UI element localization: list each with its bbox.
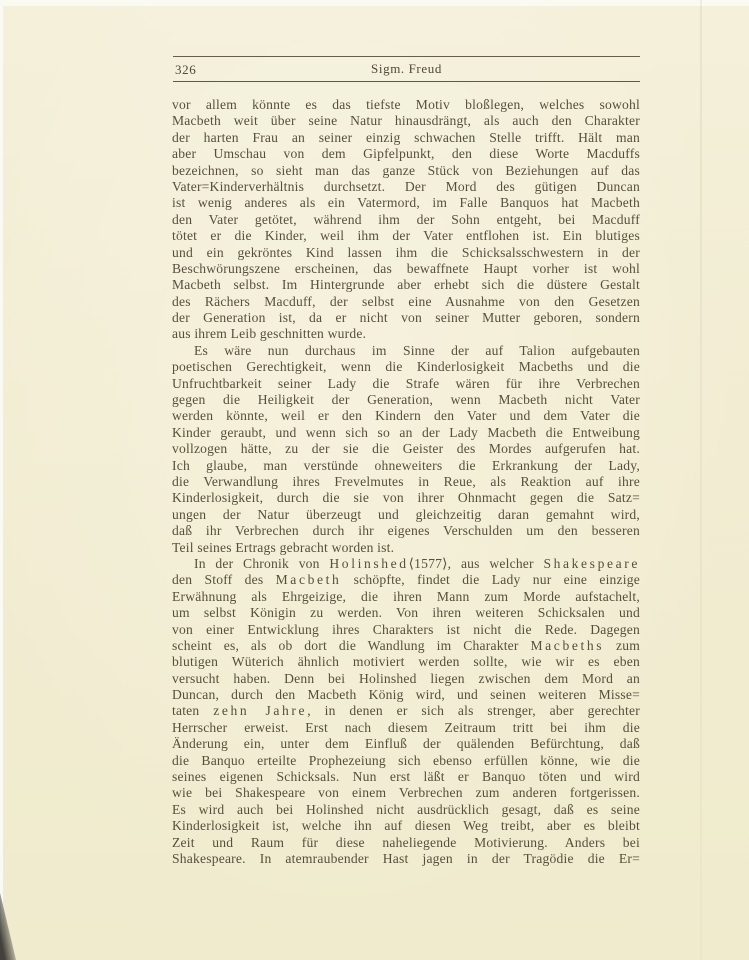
text-line: die Verwandlung ihres Frevelmutes in Reue, als Reaktion auf ihre bbox=[172, 473, 640, 489]
running-header bbox=[173, 56, 640, 82]
text-line: Macbeth selbst. Im Hintergrunde aber erhebt sich die düstere Gestalt bbox=[172, 277, 640, 293]
text-line: Kinderlosigkeit, durch die sie von ihrer Ohnmacht gegen die Satz= bbox=[172, 490, 640, 506]
paragraph bbox=[172, 97, 640, 343]
scan-edge-top bbox=[0, 0, 749, 6]
text-line: tötet er die Kinder, weil ihm der Vater entflohen ist. Ein blutiges bbox=[172, 228, 640, 244]
text-line: taten zehn Jahre, in denen er sich als strenger, aber gerechter bbox=[172, 703, 640, 719]
text-line: Ich glaube, man verstünde ohneweiters die Erkrankung der Lady, bbox=[172, 457, 640, 473]
text-line: Erwähnung als Ehrgeizige, die ihren Mann zum Morde aufstachelt, bbox=[172, 588, 640, 604]
text-line: scheint es, als ob dort die Wandlung im Charakter Macbeths zum bbox=[172, 637, 640, 653]
text-line: und ein gekröntes Kind lassen ihm die Schicksalsschwestern in der bbox=[172, 244, 640, 260]
text-line: Herrscher erweist. Erst nach diesem Zeitraum tritt bei ihm die bbox=[172, 719, 640, 735]
text-line: aber Umschau von dem Gipfelpunkt, den diese Worte Macduffs bbox=[172, 146, 640, 162]
text-line: Kinder geraubt, und wenn sich so an der Lady Macbeth die Entweibung bbox=[172, 424, 640, 440]
page-number: 326 bbox=[175, 62, 197, 77]
text-line: Teil seines Ertrags gebracht worden ist. bbox=[172, 539, 395, 555]
text-line: ist wenig anderes als ein Vatermord, im Falle Banquos hat Macbeth bbox=[172, 195, 640, 211]
letterspaced-text: Holinshed bbox=[329, 555, 409, 571]
text-line: um selbst Königin zu werden. Von ihren weiteren Schicksalen und bbox=[172, 605, 640, 621]
text-block bbox=[172, 97, 640, 867]
text-line: Änderung ein, unter dem Einfluß der quälenden Befürchtung, daß bbox=[172, 736, 640, 752]
text-line: daß ihr Verbrechen durch ihr eigenes Verschulden um den besseren bbox=[172, 523, 640, 539]
text-line: den Stoff des Macbeth schöpfte, findet die Lady nur eine einzige bbox=[172, 572, 640, 588]
text-line: Vater=Kinderverhältnis durchsetzt. Der Mord des gütigen Duncan bbox=[172, 178, 640, 194]
text-line: aus ihrem Leib geschnitten wurde. bbox=[172, 326, 367, 342]
text-line: Kinderlosigkeit ist, welche ihn auf diesen Weg treibt, aber es bleibt bbox=[172, 818, 640, 834]
text-line: bezeichnen, so sieht man das ganze Stück von Beziehungen auf das bbox=[172, 162, 640, 178]
text-line: den Vater getötet, während ihm der Sohn entgeht, bei Macduff bbox=[172, 211, 640, 227]
text-line: Beschwörungszene erscheinen, das bewaffnete Haupt vorher ist wohl bbox=[172, 260, 640, 276]
text-line: ungen der Natur überzeugt und gleichzeitig daran gemahnt wird, bbox=[172, 506, 640, 522]
text-line: die Banquo erteilte Prophezeiung sich ebenso erfüllen könne, wie die bbox=[172, 752, 640, 768]
text-line: blutigen Wüterich ähnlich motiviert werden sollte, wie wir es eben bbox=[172, 654, 640, 670]
paragraph bbox=[172, 556, 640, 867]
text-line: Es wäre nun durchaus im Sinne der auf Talion aufgebauten bbox=[194, 342, 640, 358]
text-line: seines eigenen Schicksals. Nun erst läßt er Banquo töten und wird bbox=[172, 769, 640, 785]
letterspaced-text: Shakespeare bbox=[543, 555, 640, 571]
text-line: des Rächers Macduff, der selbst eine Ausnahme von den Gesetzen bbox=[172, 293, 640, 309]
text-line: In der Chronik von Holinshed⟨1577⟩, aus welcher Shakespeare bbox=[194, 555, 640, 571]
scan-edge-left bbox=[0, 0, 3, 960]
letterspaced-text: Macbeth bbox=[275, 572, 342, 588]
text-line: versucht haben. Denn bei Holinshed liegen zwischen dem Mord an bbox=[172, 670, 640, 686]
text-line: Shakespeare. In atemraubender Hast jagen in der Tragödie die Er= bbox=[172, 850, 640, 866]
text-line: der harten Frau an seiner einzig schwachen Stelle trifft. Hält man bbox=[172, 129, 640, 145]
text-line: Macbeth weit über seine Natur hinausdrängt, als auch den Charakter bbox=[172, 113, 640, 129]
letterspaced-text: zehn Jahre bbox=[213, 703, 308, 719]
text-line: vor allem könnte es das tiefste Motiv bloßlegen, welches sowohl bbox=[172, 97, 640, 112]
letterspaced-text: Macbeths bbox=[530, 637, 605, 653]
page-crease bbox=[700, 0, 702, 960]
paragraph bbox=[172, 343, 640, 556]
text-line: der Generation ist, da er nicht von seiner Mutter geboren, sondern bbox=[172, 310, 640, 326]
text-line: wie bei Shakespeare von einem Verbrechen zum anderen fortgerissen. bbox=[172, 785, 640, 801]
text-line: Unfruchtbarkeit seiner Lady die Strafe wären für ihre Verbrechen bbox=[172, 375, 640, 391]
text-line: von einer Entwicklung ihres Charakters ist nicht die Rede. Dagegen bbox=[172, 621, 640, 637]
text-line: poetischen Gerechtigkeit, wenn die Kinderlosigkeit Macbeths und die bbox=[172, 359, 640, 375]
text-line: werden könnte, weil er den Kindern den Vater und dem Vater die bbox=[172, 408, 640, 424]
running-title: Sigm. Freud bbox=[371, 61, 442, 76]
text-line: Duncan, durch den Macbeth König wird, und seinen weiteren Misse= bbox=[172, 687, 640, 703]
text-line: gegen die Heiligkeit der Generation, wenn Macbeth nicht Vater bbox=[172, 392, 640, 408]
text-line: vollzogen hätte, zu der sie die Geister des Mordes aufgerufen hat. bbox=[172, 441, 640, 457]
text-line: Es wird auch bei Holinshed nicht ausdrücklich gesagt, daß es seine bbox=[172, 801, 640, 817]
text-line: Zeit und Raum für diese naheliegende Motivierung. Anders bei bbox=[172, 834, 640, 850]
